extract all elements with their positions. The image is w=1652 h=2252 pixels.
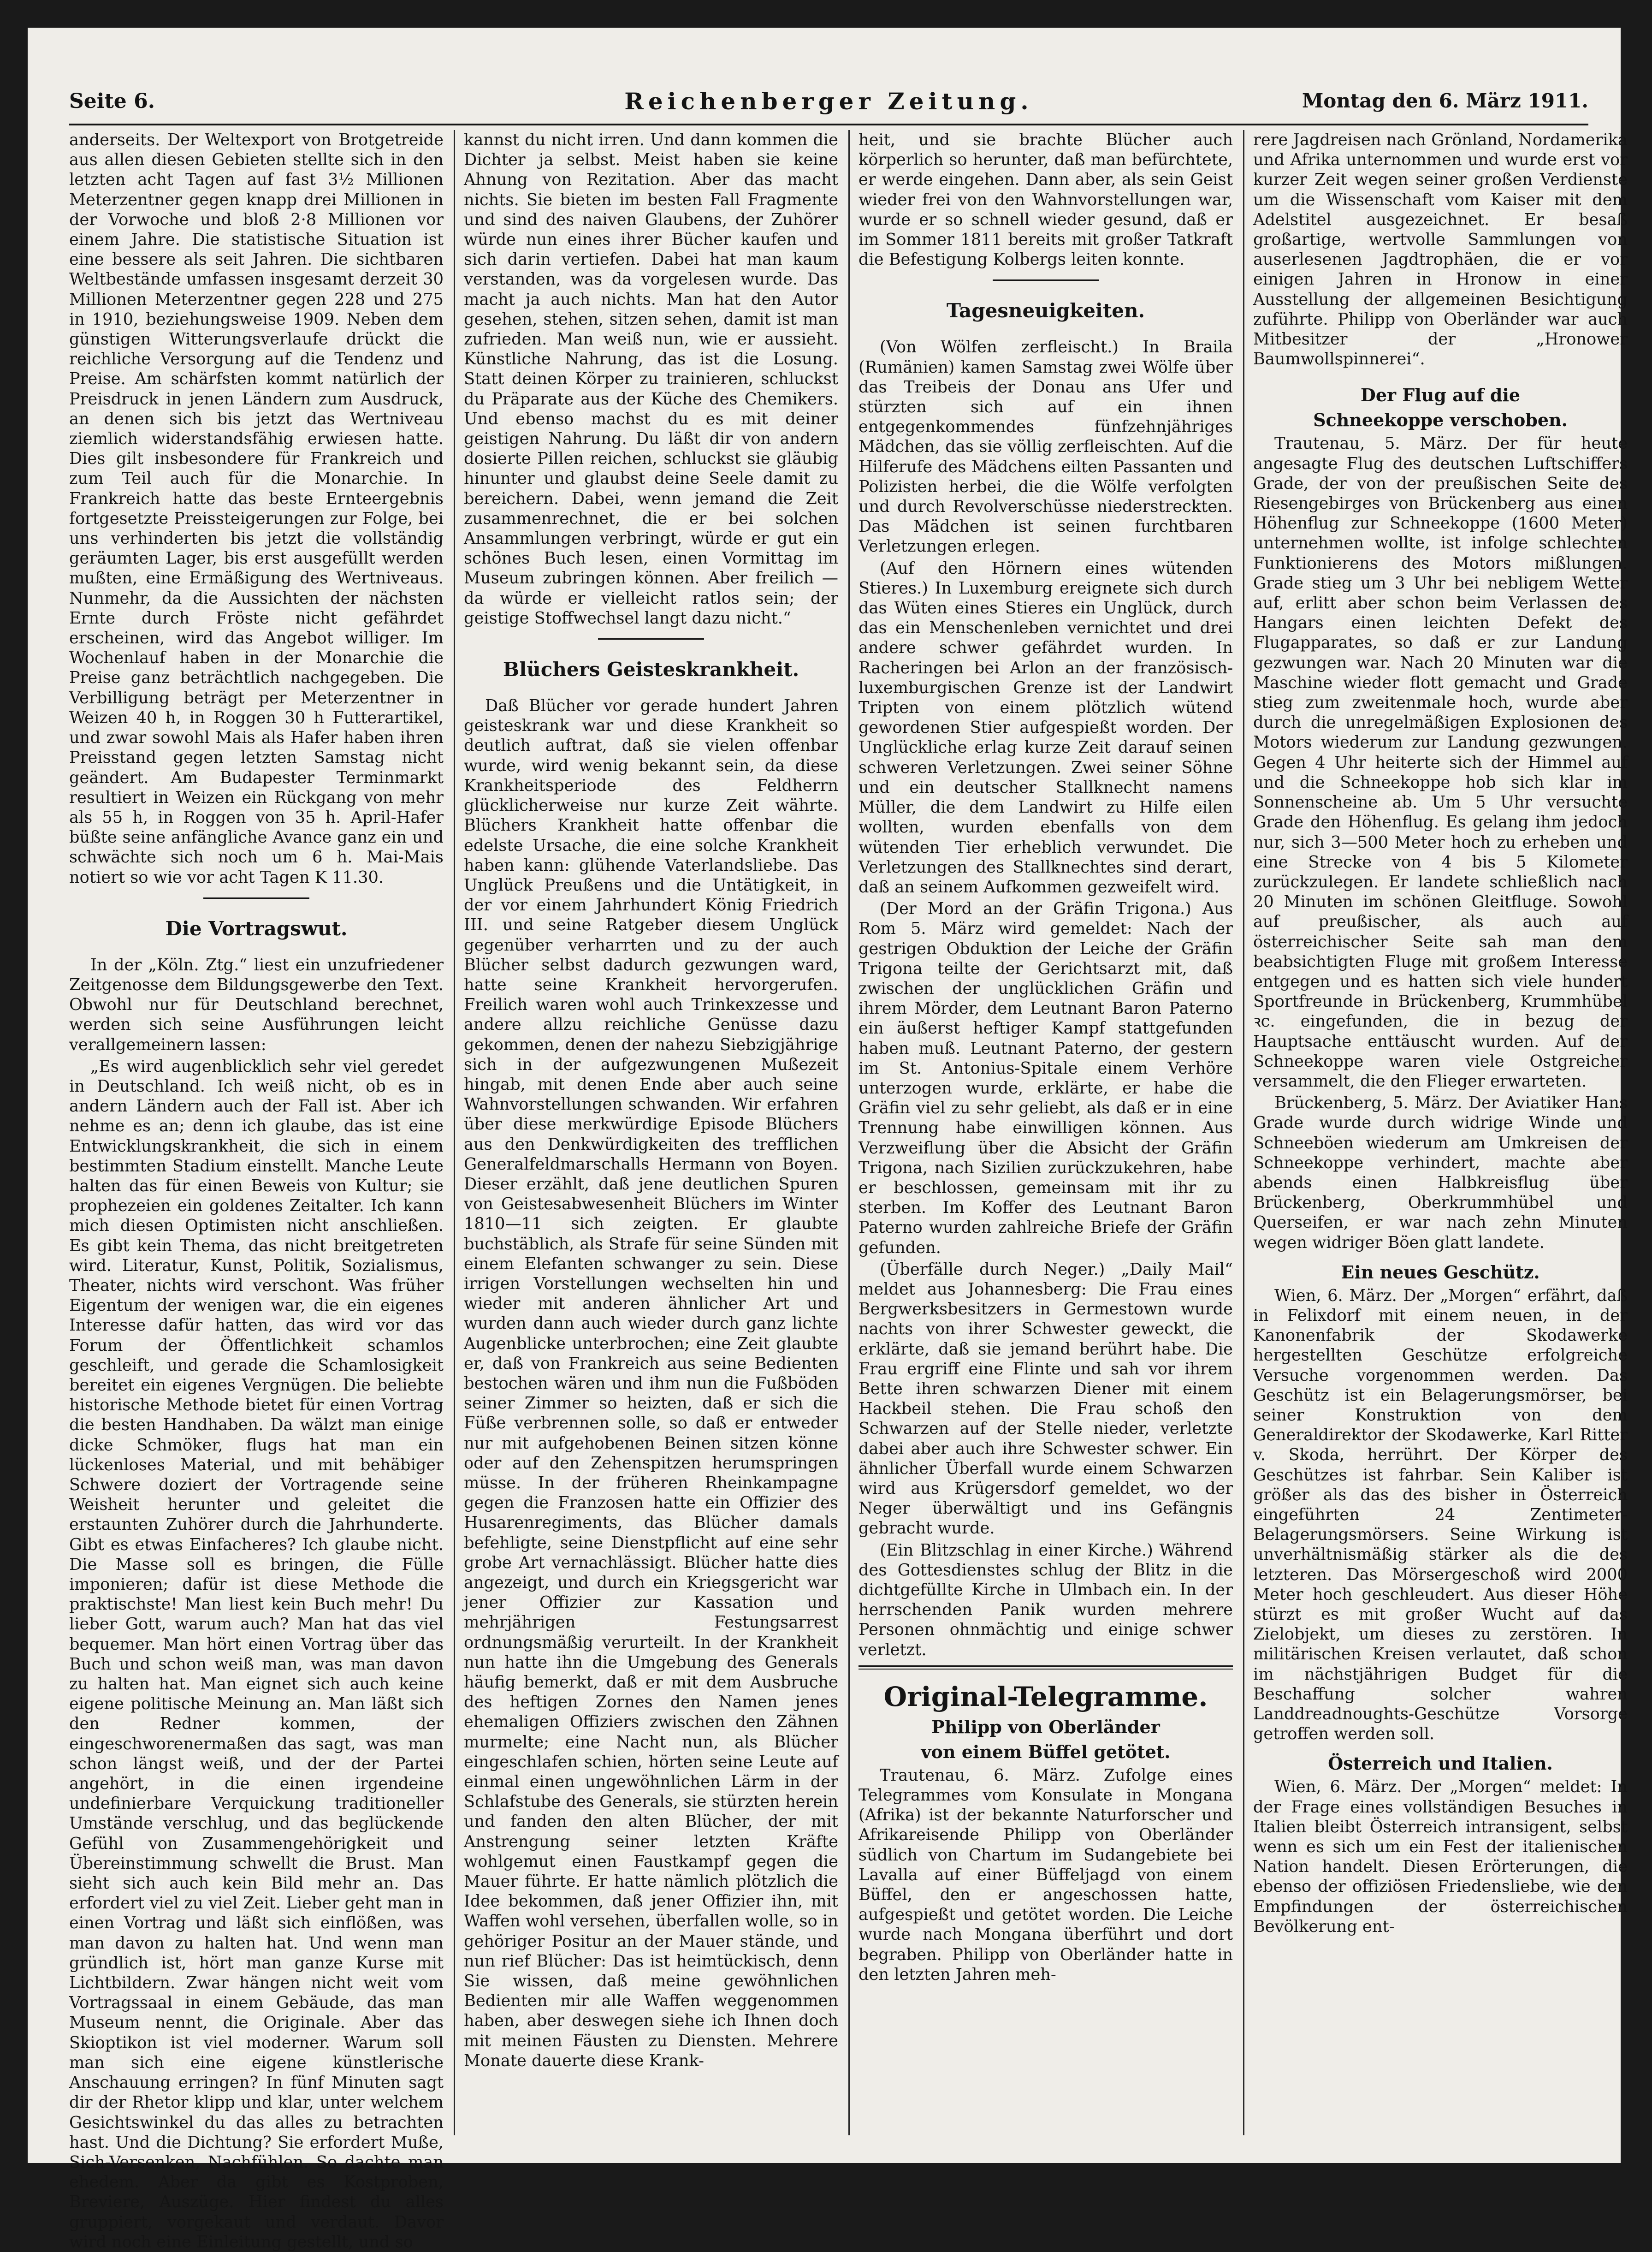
article-text: „Es wird augenblicklich sehr viel geredet in Deutschland. Ich weiß nicht, ob es in andern Ländern auch der Fall ist. Aber ich nehme es an; denn ich glaube, das ist eine Entwicklungskrankheit, die sich in einem bestimmten Stadium einstellt. Manche Leute halten das für einen Beweis von Kultur; sie prophezeien ein goldenes Zeitalter. Ich kann mich diesen Optimisten nicht anschließen. Es gibt kein Thema, das nicht breitgetreten wird. Literatur, Kunst, Politik, Sozialismus, Theater, nichts wird verschont. Was früher Eigentum der wenigen war, die ein eigenes Interesse dafür hatten, das wird vor das Forum der Öffentlichkeit schamlos geschleift, und gerade die Schamlosigkeit bereitet ein eigenes Vergnügen. Die beliebte historische Methode bietet für einen Vortrag die besten Handhaben. Da wälzt man einige dicke Schmöker, flugs hat man ein lückenloses Material, und mit behäbiger Schwere doziert der Vortragende seine Weisheit herunter und geleitet die erstaunten Zuhörer durch die Jahrhunderte. Gibt es etwas Einfacheres? Ich glaube nicht. Die Masse soll es bringen, die Fülle imponieren; dafür ist diese Methode die praktischste! Man liest kein Buch mehr! Du lieber Gott, warum auch? Man hat das viel bequemer. Man hört einen Vortrag über das Buch und schon weiß man, was man davon zu halten hat. Man eignet sich auch keine eigene politische Meinung an. Man läßt sich den Redner kommen, der eingeschworenermaßen das sagt, was man schon längst weiß, und der der Partei angehört, in die einen irgendeine undefinierbare Verquickung traditioneller Umstände verschlug, und das beglückende Gefühl von Zusammengehörigkeit und Übereinstimmung schwellt die Brust. Man sieht sich auch kein Bild mehr an. Das erfordert viel zu viel Zeit. Lieber geht man in einen Vortrag und läßt sich einflößen, was man davon zu halten hat. Und wenn man gründlich ist, hört man ganze Kurse mit Lichtbildern. Zwar hängen nicht weit vom Vortragssaal in einem Gebäude, das man Museum nennt, die Originale. Aber das Skioptikon ist viel moderner. Warum soll man sich eine eigene künstlerische Anschauung erringen? In fünf Minuten sagt dir der Rhetor klipp und klar, unter welchem Gesichtswinkel du das alles zu betrachten hast. Und die Dichtung? Sie erfordert Muße, Sich-Versenken, Nachfühlen. So dachte man ehedem. Aber da gibt es Kostproben, Breviere, Auszüge. Hier findest du alles gruppiert, vorgekaut und verdaut. Davor wird noch eine Einleitung gestellt, und so: [69, 1057, 444, 2252]
telegram-text: Wien, 6. März. Der „Morgen“ meldet: In der Frage eines vollständigen Besuches in Italien bleibt Österreich intransigent, selbst wenn es sich um ein Fest der italienischen Nation handelt. Diesen Erörterungen, die ebenso der offiziösen Friedensliebe, wie den Empfindungen der österreichischen Bevölkerung ent-: [1253, 1777, 1628, 1936]
news-item: (Auf den Hörnern eines wütenden Stieres.) In Luxemburg ereignete sich durch das Wüten eines Stieres ein Unglück, durch das ein Menschenleben vernichtet und drei andere schwer gefährdet wurden. In Racheringen bei Arlon an der französisch-luxemburgischen Grenze ist der Landwirt Tripten von einem plötzlich wütend gewordenen Stier aufgespießt worden. Der Unglückliche erlag kurze Zeit darauf seinen schweren Verletzungen. Zwei seiner Söhne und ein deutscher Stallknecht namens Müller, die dem Landwirt zu Hilfe eilen wollten, wurden ebenfalls von dem wütenden Tier erheblich verwundet. Die Verletzungen des Stallknechtes sind derart, daß an seinem Aufkommen gezweifelt wird.: [859, 559, 1233, 897]
article-text: Daß Blücher vor gerade hundert Jahren geisteskrank war und diese Krankheit so deutlich auftrat, daß sie vielen offenbar wurde, wird wenig bekannt sein, da diese Krankheitsperiode des Feldherrn glücklicherweise nur kurze Zeit währte. Blüchers Krankheit hatte offenbar die edelste Ursache, die eine solche Krankheit haben kann: glühende Vaterlandsliebe. Das Unglück Preußens und die Untätigkeit, in der vor einem Jahrhundert König Friedrich III. und seine Ratgeber diesem Unglück gegenüber verharrten und zu der auch Blücher selbst dadurch gezwungen ward, hatte seine Krankheit hervorgerufen. Freilich waren wohl auch Trinkexzesse und andere allzu reichliche Genüsse dazu gekommen, denen der nahezu Siebzigjährige sich in der aufgezwungenen Mußezeit hingab, mit denen Ende aber auch seine Wahnvorstellungen schwanden. Wir erfahren über diese merkwürdige Episode Blüchers aus den Denkwürdigkeiten des trefflichen Generalfeldmarschalls Hermann von Boyen. Dieser erzählt, daß jene deutlichen Spuren von Geistesabwesenheit Blüchers im Winter 1810—11 sich zeigten. Er glaubte buchstäblich, als Strafe für seine Sünden mit einem Elefanten schwanger zu sein. Diese irrigen Vorstellungen wechselten hin und wieder mit anderen ähnlicher Art und wurden dann auch wieder durch ganz lichte Augenblicke unterbrochen; eine Zeit glaubte er, daß von Frankreich aus seine Bedienten bestochen wären und ihm nun die Fußböden seiner Zimmer so heizten, daß er sich die Füße verbrennen solle, so daß er entweder nur mit aufgehobenen Beinen sitzen könne oder auf den Zehenspitzen herumspringen müsse. In der früheren Rheinkampagne gegen die Franzosen hatte ein Offizier des Husarenregiments, das Blücher damals befehligte, seine Dienstpflicht auf eine sehr grobe Art vernachlässigt. Blücher hatte dies angezeigt, und durch ein Kriegsgericht war jener Offizier zur Kassation und mehrjährigen Festungsarrest ordnungsmäßig verurteilt. In der Krankheit nun hatte ihn die Umgebung des Generals häufig bemerkt, daß er mit dem Ausbruche des heftigen Zornes den Namen jenes ehemaligen Offiziers zwischen den Zähnen murmelte; eine Nacht nun, als Blücher eingeschlafen schien, hörten seine Leute auf einmal einen ungewöhnlichen Lärm in der Schlafstube des Generals, sie stürzten herein und fanden den alten Blücher, der mit Anstrengung seiner letzten Kräfte wohlgemut einen Faustkampf gegen die Mauer führte. Er hatte nämlich plötzlich die Idee bekommen, daß jener Offizier ihn, mit Waffen wohl versehen, überfallen wolle, so in gehöriger Positur an der Mauer stände, und nun rief Blücher: Das ist heimtückisch, denn Sie wissen, daß meine gewöhnlichen Bedienten mir alle Waffen weggenommen haben, aber deswegen siehe ich Ihnen doch mit meinen Fäusten zu Diensten. Mehrere Monate dauerte diese Krank-: [464, 696, 838, 2070]
telegram-headline-sub: Schneekoppe verschoben.: [1313, 410, 1568, 431]
telegram-text: Brückenberg, 5. März. Der Aviatiker Hans Grade wurde durch widrige Winde und Schneeböen wiederum am Umkreisen der Schneekoppe verhindert, machte aber abends einen Halbkreisflug über Brückenberg, Oberkrummhübel und Querseifen, er war nach zehn Minuten wegen widriger Böen glatt landete.: [1253, 1093, 1628, 1252]
telegram-text: Wien, 6. März. Der „Morgen“ erfährt, daß in Felixdorf mit einem neuen, in der Kanonenfabrik der Skodawerke hergestellten Geschütze erfolgreiche Versuche vorgenommen werden. Das Geschütz ist ein Belagerungsmörser, bei seiner Konstruktion von dem Generaldirektor der Skodawerke, Karl Ritter v. Skoda, herrührt. Der Körper des Geschützes ist fahrbar. Sein Kaliber ist größer als das des bisher in Österreich eingeführten 24 Zentimeter-Belagerungsmörsers. Seine Wirkung ist unverhältnismäßig stärker als die des letzteren. Das Mörsergeschoß wird 2000 Meter hoch geschleudert. Aus dieser Höhe stürzt es mit großer Wucht auf das Zielobjekt, um dieses zu zerstören. In militärischen Kreisen verlautet, daß schon im nächstjährigen Budget für die Beschaffung solcher wahren Landdreadnoughts-Geschütze Vorsorge getroffen werden soll.: [1253, 1286, 1628, 1744]
column-1: [69, 130, 444, 2252]
section-divider: [993, 279, 1099, 281]
column-3: [859, 130, 1233, 2135]
news-item: (Der Mord an der Gräfin Trigona.) Aus Rom 5. März wird gemeldet: Nach der gestrigen Obduktion der Leiche der Gräfin Trigona teilte der Gerichtsarzt mit, daß zwischen der unglücklichen Gräfin und ihrem Mörder, dem Leutnant Baron Paterno ein äußerst heftiger Kampf stattgefunden haben muß. Leutnant Paterno, der gestern im St. Antonius-Spitale einem Verhöre unterzogen wurde, erklärte, er habe die Gräfin viel zu sehr geliebt, als daß er in eine Trennung habe einwilligen können. Aus Verzweiflung über die Absicht der Gräfin Trigona, nach Sizilien zurückzukehren, habe er beschlossen, gemeinsam mit ihr zu sterben. Im Koffer des Leutnant Baron Paterno wurden zahlreiche Briefe der Gräfin gefunden.: [859, 899, 1233, 1257]
telegram-text: Trautenau, 6. März. Zufolge eines Telegrammes vom Konsulate in Mongana (Afrika) ist der bekannte Naturforscher und Afrikareisende Philipp von Oberländer südlich von Chartum im Sudangebiete bei Lavalla auf einer Büffeljagd von einem Büffel, den er angeschossen hatte, aufgespießt und getötet worden. Die Leiche wurde nach Mongana überführt und dort begraben. Philipp von Oberländer hatte in den letzten Jahren meh-: [859, 1765, 1233, 1984]
section-rule: [859, 1669, 1233, 1670]
article-text: heit, und sie brachte Blücher auch körperlich so herunter, daß man befürchtete, er werde eingehen. Dann aber, als sein Geist wieder frei von den Wahnvorstellungen war, wurde er so schnell wieder gesund, daß er im Sommer 1811 bereits mit großer Tatkraft die Befestigung Kolbergs leiten konnte.: [859, 131, 1233, 269]
telegram-text: rere Jagdreisen nach Grönland, Nordamerika und Afrika unternommen und wurde erst vor kurzer Zeit wegen seiner großen Verdienste um die Wissenschaft vom Kaiser mit dem Adelstitel ausgezeichnet. Er besaß großartige, wertvolle Sammlungen von auserlesenen Jagdtrophäen, die er vor einigen Jahren in Hronow in einer Ausstellung der allgemeinen Besichtigung zuführte. Philipp von Oberländer war auch Mitbesitzer der „Hronower Baumwollspinnerei“.: [1253, 131, 1628, 369]
newspaper-title: Reichenberger Zeitung.: [624, 88, 1033, 115]
telegram-headline: Der Flug auf die: [1360, 385, 1521, 406]
newspaper-page: [28, 28, 1628, 2252]
telegram-text: Trautenau, 5. März. Der für heute angesagte Flug des deutschen Luftschiffers Grade, der von der preußischen Seite des Riesengebirges von Brückenberg aus einen Höhenflug zur Schneekoppe (1600 Meter) unternehmen wollte, ist infolge schlechten Funktionierens des Motors mißlungen. Grade stieg um 3 Uhr bei nebligem Wetter auf, erlitt aber schon beim Verlassen des Hangars einen leichten Defekt des Flugapparates, so daß er zur Landung gezwungen war. Nach 20 Minuten war die Maschine wieder flott gemacht und Grade stieg zum zweitenmale hoch, wurde aber durch die unregelmäßigen Explosionen des Motors wiederum zur Landung gezwungen. Gegen 4 Uhr heiterte sich der Himmel auf und die Schneekoppe hob sich klar im Sonnenscheine ab. Um 5 Uhr versuchte Grade den Höhenflug. Es gelang ihm jedoch nur, sich 3—500 Meter hoch zu erheben und eine Strecke von 4 bis 5 Kilometer zurückzulegen. Er landete schließlich nach 20 Minuten im schönen Gleitfluge. Sowohl auf preußischer, als auch auf österreichischer Seite sah man dem beabsichtigten Fluge mit großem Interesse entgegen und es hatten sich viele hundert Sportfreunde in Brückenberg, Krummhübel ꝛc. eingefunden, die in bezug der Hauptsache enttäuscht wurden. Auf der Schneekoppe waren viele Ostgreicher versammelt, die den Flieger erwarteten.: [1253, 434, 1628, 1091]
article-text: anderseits. Der Weltexport von Brotgetreide aus allen diesen Gebieten stellte sich in den letzten acht Tagen auf fast 3½ Millionen Meterzentner gegen knapp drei Millionen in der Vorwoche und bloß 2·8 Millionen vor einem Jahre. Die statistische Situation ist eine bessere als seit Jahren. Die sichtbaren Weltbestände umfassen insgesamt derzeit 30 Millionen Meterzentner gegen 228 und 275 in 1910, beziehungsweise 1909. Neben dem günstigen Witterungsverlaufe drückt die reichliche Versorgung auf die Tendenz und Preise. Am schärfsten kommt natürlich der Preisdruck in jenen Ländern zum Ausdruck, an denen sich bis jetzt das Wertniveau ziemlich widerstandsfähig erwiesen hatte. Dies gilt insbesondere für Frankreich und zum Teil auch für die Monarchie. In Frankreich hatte das beste Ernteergebnis fortgesetzte Preissteigerungen zur Folge, bei uns verhinderten bis jetzt die vollständig geräumten Lager, bis erst ausgefüllt werden mußten, eine Ermäßigung des Wertniveaus. Nunmehr, da die Aussichten der nächsten Ernte durch Fröste nicht gefährdet erscheinen, wird das Angebot williger. Im Wochenlauf haben in der Monarchie die Preise ganz beträchtlich nachgegeben. Die Verbilligung beträgt per Meterzentner in Weizen 40 h, in Roggen 30 h Futterartikel, und zwar sowohl Mais als Hafer haben ihren Preisstand gegen letzten Samstag nicht geändert. Am Budapester Terminmarkt resultiert in Weizen ein Rückgang von mehr als 55 h, in Roggen von 35 h. April-Hafer büßte seine anfängliche Avance ganz ein und schwächte sich noch um 6 h. Mai-Mais notiert so wie vor acht Tagen K 11.30.: [69, 131, 444, 887]
telegram-headline: Philipp von Oberländer: [931, 1716, 1160, 1737]
news-item: (Ein Blitzschlag in einer Kirche.) Während des Gottesdienstes schlug der Blitz in die dichtgefüllte Kirche in Ulmbach ein. In der herrschenden Panik wurden mehrere Personen ohnmächtig und einige schwer verletzt.: [859, 1540, 1233, 1659]
section-divider: [203, 897, 309, 899]
telegram-headline: Österreich und Italien.: [1328, 1753, 1553, 1774]
news-item: (Überfälle durch Neger.) „Daily Mail“ meldet aus Johannesberg: Die Frau eines Bergwerksbesitzers in Germestown wurde nachts von ihrer Schwester geweckt, die erklärte, daß sie jemand berührt habe. Die Frau ergriff eine Flinte und sah vor ihrem Bette ihren schwarzen Diener mit einem Hackbeil stehen. Die Frau schoß den Schwarzen auf der Stelle nieder, verletzte dabei aber auch ihre Schwester schwer. Ein ähnlicher Überfall wurde einem Schwarzen wird aus Krügersdorf gemeldet, wo der Neger überwältigt und ins Gefängnis gebracht wurde.: [859, 1260, 1233, 1538]
section-divider: [598, 638, 704, 640]
telegram-headline-sub: von einem Büffel getötet.: [921, 1741, 1171, 1762]
column-4: [1253, 130, 1628, 2135]
news-item: (Von Wölfen zerfleischt.) In Braila (Rumänien) kamen Samstag zwei Wölfe über das Treibeis der Donau ans Ufer und stürzten sich auf ein ihnen entgegenkommendes fünfzehnjähriges Mädchen, das sie völlig zerfleischten. Auf die Hilferufe des Mädchens eilten Passanten und Polizisten herbei, die die Wölfe verfolgten und durch Revolverschüsse niederstreckten. Das Mädchen ist seinen furchtbaren Verletzungen erlegen.: [859, 338, 1233, 556]
article-text: kannst du nicht irren. Und dann kommen die Dichter ja selbst. Meist haben sie keine Ahnung von Rezitation. Aber das macht nichts. Sie bieten im besten Fall Fragmente und sind des naiven Glaubens, der Zuhörer würde nun eines ihrer Bücher kaufen und sich darin vertiefen. Dabei hat man kaum verstanden, was da vorgelesen wurde. Das macht ja auch nichts. Man hat den Autor gesehen, stehen, sitzen sehen, damit ist man zufrieden. Man weiß nun, wie er aussieht. Künstliche Nahrung, das ist die Losung. Statt deinen Körper zu trainieren, schluckst du Präparate aus der Küche des Chemikers. Und ebenso machst du es mit deiner geistigen Nahrung. Du läßt dir von andern dosierte Pillen reichen, schluckst sie gläubig hinunter und glaubst deine Seele damit zu bereichern. Dabei, wenn jemand die Zeit zusammenrechnet, die er bei solchen Ansammlungen verbringt, würde er gut ein schönes Buch lesen, einen Vormittag im Museum zubringen können. Aber freilich — da würde er vielleicht ratlos sein; der geistige Stoffwechsel langt dazu nicht.“: [464, 131, 838, 628]
masthead: [69, 82, 1588, 125]
issue-date: Montag den 6. März 1911.: [1302, 89, 1588, 112]
column-rule: [1243, 130, 1244, 2135]
column-rule: [848, 130, 850, 2135]
article-heading-vortragswut: Die Vortragswut.: [165, 917, 348, 940]
columns: [69, 130, 1628, 2252]
telegram-headline: Ein neues Geschütz.: [1341, 1261, 1540, 1283]
section-heading-telegramme: Original-Telegramme.: [883, 1681, 1208, 1712]
article-text: In der „Köln. Ztg.“ liest ein unzufriedener Zeitgenosse dem Bildungsgewerbe den Text. Obwohl nur für Deutschland berechnet, werden sich seine Ausführungen leicht verallgemeinern lassen:: [69, 955, 444, 1054]
page-number: Seite 6.: [69, 89, 155, 113]
section-rule: [859, 1665, 1233, 1667]
column-2: [464, 130, 838, 2135]
article-heading-bluecher: Blüchers Geisteskrankheit.: [503, 658, 799, 681]
section-heading-tagesneuigkeiten: Tagesneuigkeiten.: [946, 299, 1145, 322]
column-rule: [454, 130, 455, 2135]
